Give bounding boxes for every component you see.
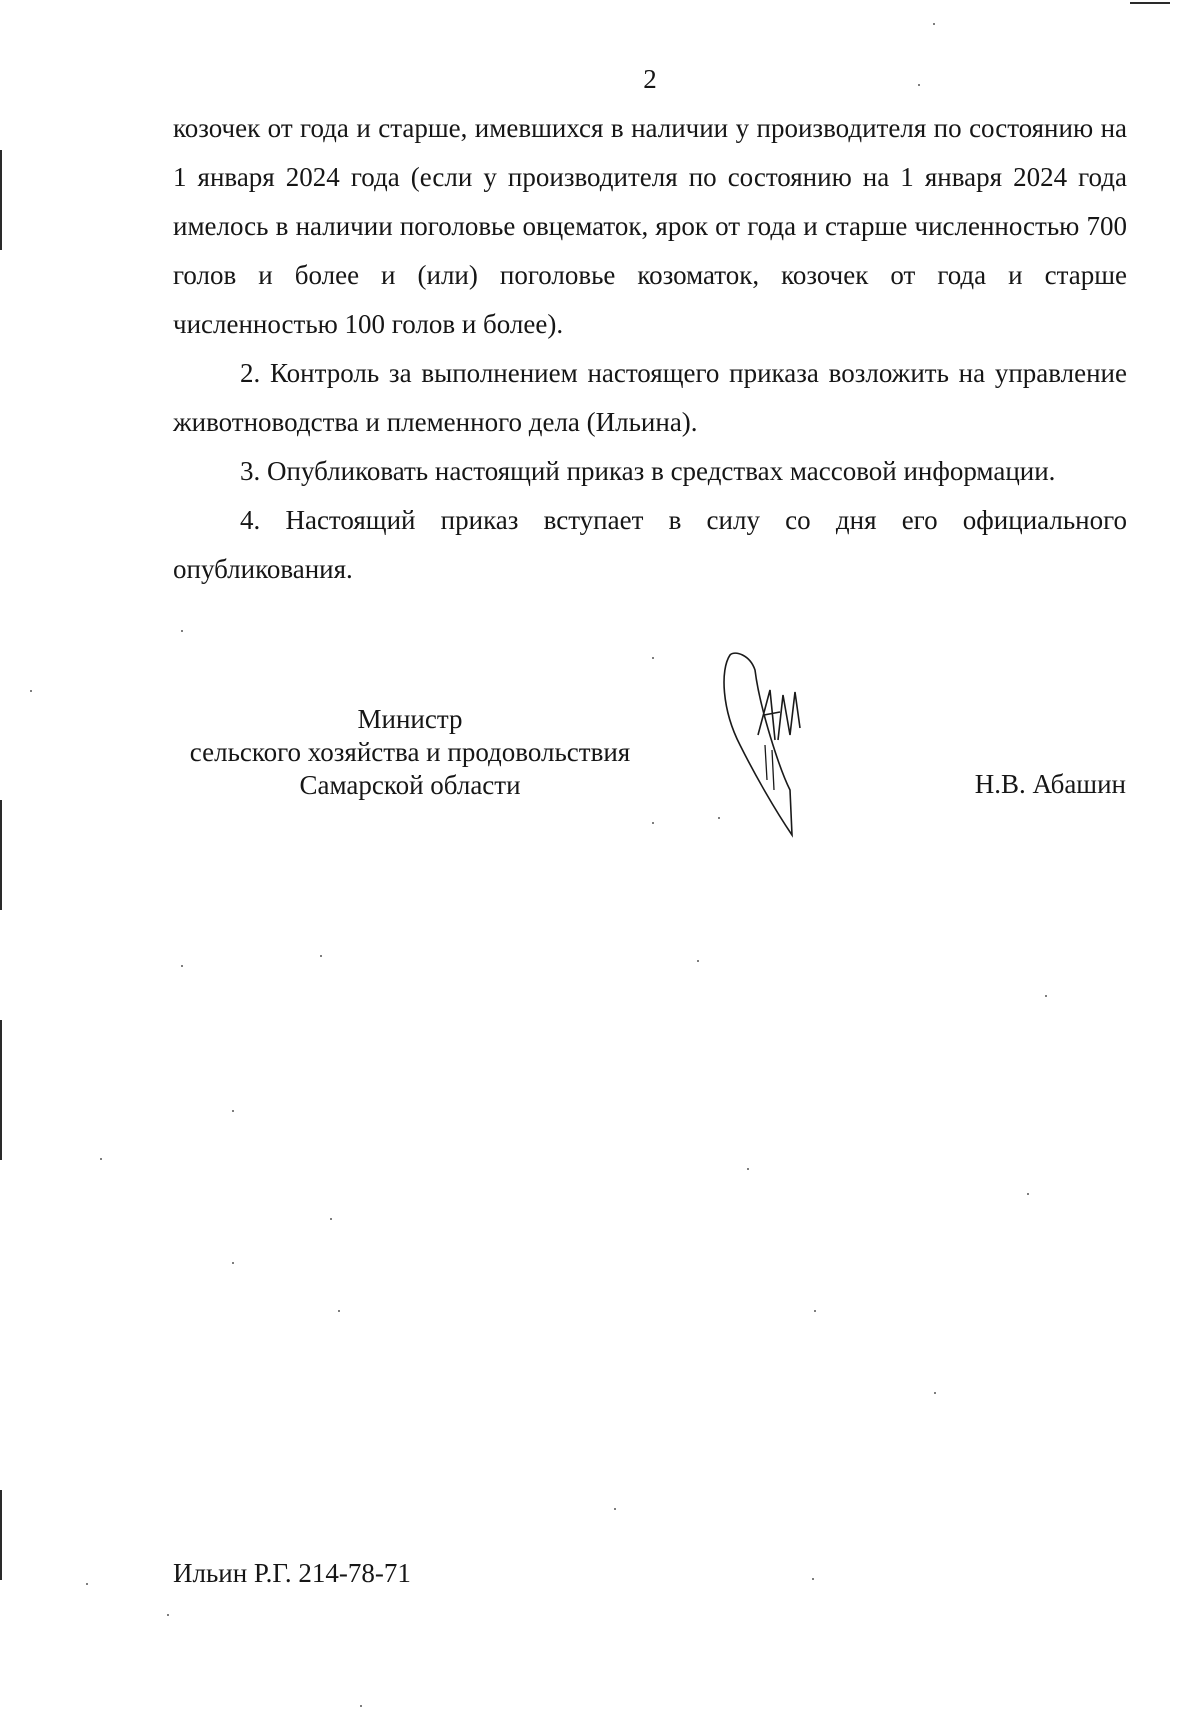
paragraph-item-2: 2. Контроль за выполнением настоящего приказа возложить на управление животноводства и племенного дела (Ильина). bbox=[173, 358, 1127, 437]
scan-speck bbox=[697, 960, 699, 962]
scan-speck bbox=[933, 23, 935, 25]
scan-edge-line bbox=[0, 150, 2, 250]
scan-speck bbox=[320, 955, 322, 957]
scan-speck bbox=[1045, 995, 1047, 997]
scan-speck bbox=[100, 1158, 102, 1160]
page-number: 2 bbox=[643, 64, 657, 94]
signatory-name: Н.В. Абашин bbox=[974, 769, 1126, 799]
scan-edge-line bbox=[1130, 2, 1170, 4]
scan-edge-line bbox=[0, 800, 2, 910]
scan-speck bbox=[360, 1705, 362, 1707]
scan-speck bbox=[30, 690, 32, 692]
handwritten-signature bbox=[720, 650, 840, 840]
scan-edge-line bbox=[0, 1490, 2, 1580]
signatory-region: Самарской области bbox=[299, 770, 521, 800]
signatory-position bbox=[175, 703, 645, 802]
scan-speck bbox=[747, 1168, 749, 1170]
scan-speck bbox=[718, 817, 720, 819]
paragraph-item-4: 4. Настоящий приказ вступает в силу со дня его официального опубликования. bbox=[173, 505, 1127, 584]
signatory-ministry: сельского хозяйства и продовольствия bbox=[189, 737, 631, 767]
scan-speck bbox=[338, 1310, 340, 1312]
scan-speck bbox=[812, 1578, 814, 1580]
paragraph-continuation: козочек от года и старше, имевшихся в наличии у производителя по состоянию на 1 января 2024 года (если у производителя по состоянию на 1 января 2024 года имелось в наличии поголовье овцематок, ярок от года и старше численностью 700 голов и более и (или) поголовье козоматок, козочек от года и старше численностью 100 голов и более). bbox=[173, 113, 1127, 339]
scan-speck bbox=[232, 1110, 234, 1112]
scan-speck bbox=[814, 1310, 816, 1312]
scan-speck bbox=[934, 1392, 936, 1394]
scan-speck bbox=[1027, 1193, 1029, 1195]
paragraph-item-3: 3. Опубликовать настоящий приказ в средствах массовой информации. bbox=[240, 456, 1056, 486]
scan-speck bbox=[652, 822, 654, 824]
scan-speck bbox=[330, 1218, 332, 1220]
scan-speck bbox=[652, 657, 654, 659]
scan-speck bbox=[918, 84, 920, 86]
signatory-title: Министр bbox=[357, 704, 463, 734]
scan-speck bbox=[614, 1508, 616, 1510]
scan-speck bbox=[181, 630, 183, 632]
scan-speck bbox=[86, 1583, 88, 1585]
scan-speck bbox=[167, 1614, 169, 1616]
document-body bbox=[173, 104, 1127, 594]
scan-speck bbox=[232, 1262, 234, 1264]
executor-contact: Ильин Р.Г. 214-78-71 bbox=[173, 1558, 411, 1588]
scan-speck bbox=[181, 965, 183, 967]
scan-edge-line bbox=[0, 1020, 2, 1160]
